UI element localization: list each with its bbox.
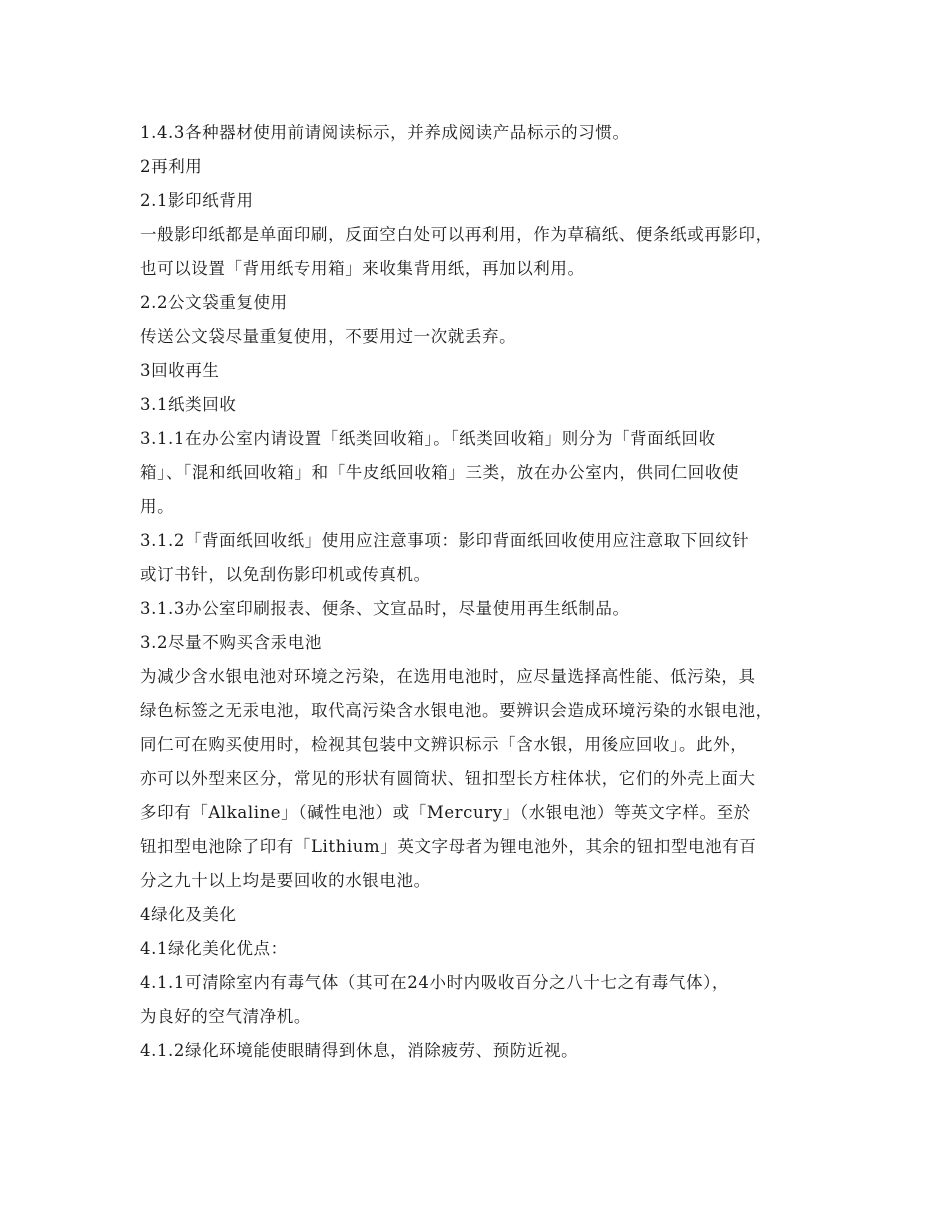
text-line: 也可以设置「背用纸专用箱」来收集背用纸，再加以利用。 [140,259,585,278]
text-line: 传送公文袋尽量重复使用，不要用过一次就丢弃。 [140,327,517,346]
subsection-heading: 2.1影印纸背用 [140,191,254,210]
text-line: 或订书针，以免刮伤影印机或传真机。 [140,565,431,584]
subsection-heading: 4.1绿化美化优点： [140,939,288,958]
text-line: 4.1.2绿化环境能使眼睛得到休息，消除疲劳、预防近视。 [140,1041,579,1060]
text-line: 多印有「Alkaline」（碱性电池）或「Mercury」（水银电池）等英文字样。至於 [140,803,751,822]
text-line: 1.4.3各种器材使用前请阅读标示，并养成阅读产品标示的习惯。 [140,123,630,142]
section-heading: 2再利用 [140,157,203,176]
text-line: 为减少含水银电池对环境之污染，在选用电池时，应尽量选择高性能、低污染，具 [140,667,756,686]
text-line: 一般影印纸都是单面印刷，反面空白处可以再利用，作为草稿纸、便条纸或再影印， [140,225,773,244]
subsection-heading: 3.2尽量不购买含汞电池 [140,633,322,652]
text-line: 3.1.2「背面纸回收纸」使用应注意事项：影印背面纸回收使用应注意取下回纹针 [140,531,750,550]
text-line: 箱」、「混和纸回收箱」和「牛皮纸回收箱」三类，放在办公室内，供同仁回收使 [140,463,740,482]
text-line: 为良好的空气清净机。 [140,1007,311,1026]
section-heading: 4绿化及美化 [140,905,237,924]
text-line: 亦可以外型来区分，常见的形状有圆筒状、钮扣型长方柱体状，它们的外壳上面大 [140,769,756,788]
text-line: 同仁可在购买使用时，检视其包装中文辨识标示「含水银，用後应回收」。此外， [140,735,748,754]
subsection-heading: 2.2公文袋重复使用 [140,293,288,312]
text-line: 3.1.1在办公室内请设置「纸类回收箱」。「纸类回收箱」则分为「背面纸回收 [140,429,716,448]
text-line: 用。 [140,497,175,516]
section-heading: 3回收再生 [140,361,220,380]
text-line: 3.1.3办公室印刷报表、便条、文宣品时，尽量使用再生纸制品。 [140,599,630,618]
text-line: 绿色标签之无汞电池，取代高污染含水银电池。要辨识会造成环境污染的水银电池， [140,701,773,720]
text-line: 4.1.1可清除室内有毒气体（其可在24小时内吸收百分之八十七之有毒气体）， [140,973,730,992]
document-body [140,116,840,1068]
text-line: 分之九十以上均是要回收的水银电池。 [140,871,431,890]
subsection-heading: 3.1纸类回收 [140,395,237,414]
text-line: 钮扣型电池除了印有「Lithium」英文字母者为锂电池外，其余的钮扣型电池有百 [140,837,757,856]
